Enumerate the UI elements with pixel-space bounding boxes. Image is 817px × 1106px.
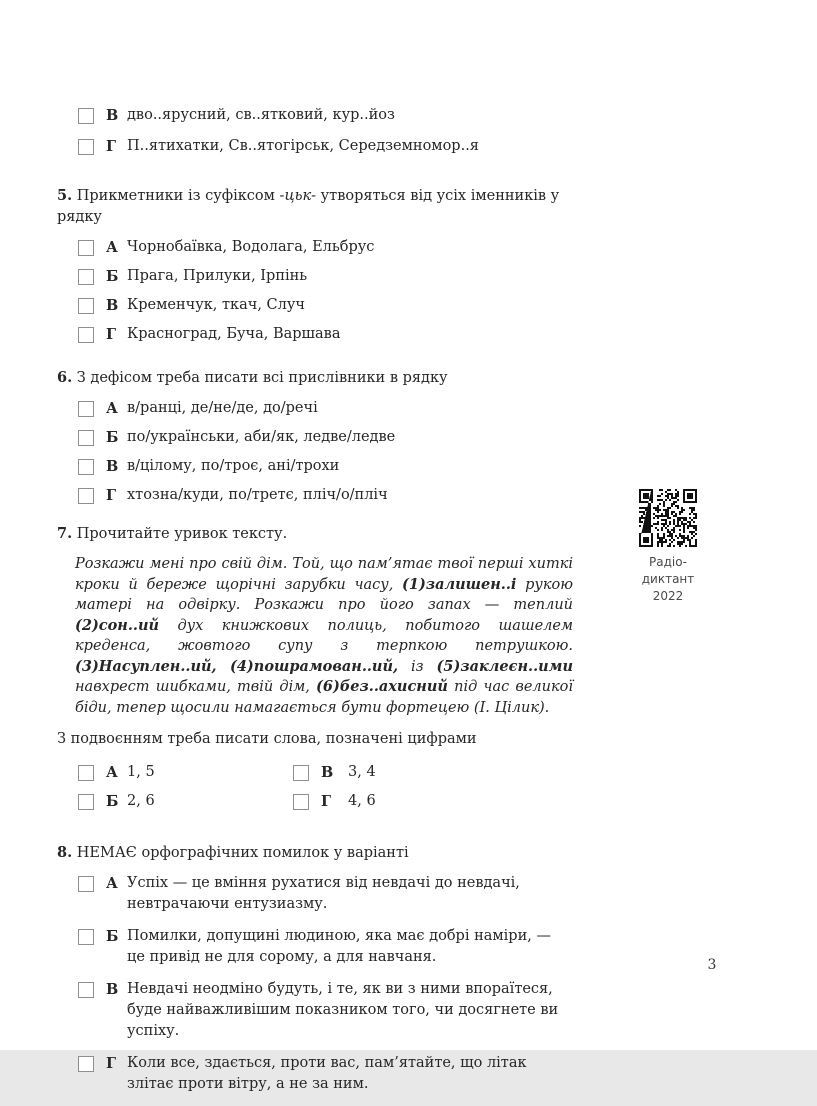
reading-passage [75,554,573,718]
answer-checkbox[interactable] [78,269,94,285]
option-row [57,295,573,316]
option-row [272,791,376,812]
question4-options-continued [57,105,573,157]
passage-segment-bold: (5)заклеєн..ими [436,657,573,675]
passage-segment-bold: (2)сон..ий [75,616,160,634]
option-text: П..ятихатки, Св..ятогірськ, Середземномор..я [127,138,479,154]
option-row [57,791,272,812]
option-letter: В [106,981,119,998]
passage-segment-bold: (1)залишен..і [402,575,517,593]
answer-checkbox[interactable] [78,108,94,124]
answer-checkbox[interactable] [78,240,94,256]
option-row [57,979,573,1042]
option-row [57,266,573,287]
option-letter: Г [106,138,117,155]
option-letter: В [106,458,119,475]
option-letter: А [106,239,118,256]
option-text: по/українськи, аби/як, ледве/ледве [127,429,396,445]
question-6 [57,367,573,506]
passage-segment: Розкажи мені про свій дім. Той, що пам’ятає твої перші хиткі кроки й береже щорічні зарубки часу, [75,556,573,593]
options-grid-row [57,791,573,820]
stem-text: Прикметники із суфіксом [76,188,280,204]
answer-checkbox[interactable] [78,794,94,810]
qr-caption-line: диктант [641,572,695,586]
stem-suffix-italic: -цьк- [279,188,317,204]
option-letter: В [106,107,119,124]
question-8 [57,842,573,1095]
answer-checkbox[interactable] [78,430,94,446]
question-number: 8. [57,844,73,861]
option-letter: Б [106,793,119,810]
stem-text: НЕМАЄ орфографічних помилок у варіанті [76,845,409,861]
answer-checkbox[interactable] [293,765,309,781]
question-substem: З подвоєнням треба писати слова, позначені цифрами [57,731,477,747]
option-row [57,136,573,157]
answer-checkbox[interactable] [78,488,94,504]
question-7 [57,523,573,820]
option-text: 1, 5 [127,764,155,780]
answer-checkbox[interactable] [78,982,94,998]
option-row [57,926,573,968]
question-stem [57,185,573,228]
option-letter: А [106,875,118,892]
option-row [272,762,376,783]
option-text: Чорнобаївка, Водолага, Ельбрус [127,239,375,255]
qr-caption-line: 2022 [652,589,684,603]
passage-segment-bold: (3)Насуплен..ий, (4)пошрамован..ий, [75,657,399,675]
question-number: 6. [57,369,73,386]
question-number: 5. [57,187,73,204]
answer-checkbox[interactable] [78,765,94,781]
option-row [57,105,573,126]
option-letter: А [106,764,118,781]
question-stem [57,842,573,864]
answer-checkbox[interactable] [78,459,94,475]
answer-checkbox[interactable] [78,401,94,417]
stem-text: Прочитайте уривок тексту. [76,526,288,542]
qr-code-caption [630,554,706,605]
passage-segment: дух книжкових полиць, побитого шашелем креденса, жовтого супу з терпкою петрушкою. [75,617,573,654]
answer-checkbox[interactable] [78,298,94,314]
answer-checkbox[interactable] [78,139,94,155]
option-text: 4, 6 [348,793,376,809]
option-row [57,237,573,258]
answer-checkbox[interactable] [78,1056,94,1072]
option-letter: Б [106,268,119,285]
question-5 [57,185,573,345]
qr-code-icon [639,489,697,547]
passage-segment: навхрест шибками, твій дім, [75,679,317,695]
passage-segment: рукою матері на одвірку. Розкажи про його запах — теплий [75,576,573,613]
stem-text: утворяться від усіх іменників у рядку [57,188,560,225]
option-text: дво..ярусний, св..ятковий, кур..йоз [127,107,395,123]
option-row [57,1053,573,1095]
option-text: Красноград, Буча, Варшава [127,326,341,342]
question-number: 7. [57,525,73,542]
option-text: 3, 4 [348,764,376,780]
passage-segment: із [398,658,437,675]
option-letter: А [106,400,118,417]
option-row [57,456,573,477]
option-row [57,324,573,345]
passage-segment: під час великої біди, тепер щосили намагається бути фортецею (І. Цілик). [75,679,573,716]
options-grid-row [57,762,573,791]
option-text: в/ранці, де/не/де, до/речі [127,400,318,416]
page-number: 3 [707,957,717,973]
question-stem [57,523,573,545]
option-letter: Г [106,487,117,504]
option-letter: Б [106,429,119,446]
option-text: Невдачі неодміно будуть, і те, як ви з ними впораїтеся, буде найважливішим показником того, чи досягнете ви успіху. [127,981,559,1039]
answer-checkbox[interactable] [78,327,94,343]
option-text: в/цілому, по/троє, ані/трохи [127,458,340,474]
option-row [57,873,573,915]
option-row [57,398,573,419]
option-letter: Г [106,1055,117,1072]
answer-checkbox[interactable] [293,794,309,810]
option-row [57,762,272,783]
option-text: 2, 6 [127,793,155,809]
option-text: Прага, Прилуки, Ірпінь [127,268,308,284]
answer-checkbox[interactable] [78,876,94,892]
option-text: Коли все, здається, проти вас, пам’ятайте, що літак злітає проти вітру, а не за ним. [127,1055,527,1092]
passage-segment-bold: (6)без..ахисний [316,678,448,695]
option-row [57,485,573,506]
question-stem [57,367,573,389]
stem-text: З дефісом треба писати всі прислівники в рядку [76,370,448,386]
option-letter: В [106,297,119,314]
option-text: Помилки, допущині людиною, яка має добрі наміри, — це привід не для сорому, а для навчаня. [127,928,551,965]
option-letter: Г [106,326,117,343]
option-text: Успіх — це вміння рухатися від невдачі до невдачі, невтрачаючи ентузиазму. [127,875,520,912]
option-letter: Б [106,928,119,945]
option-row [57,427,573,448]
option-text: хтозна/куди, по/третє, пліч/о/пліч [127,487,388,503]
option-letter: Г [321,793,332,810]
answer-checkbox[interactable] [78,929,94,945]
qr-caption-line: Радіо- [649,555,687,569]
option-letter: В [321,764,334,781]
option-text: Кременчук, ткач, Случ [127,297,305,313]
test-content [57,105,573,1106]
qr-code-block [630,489,706,605]
